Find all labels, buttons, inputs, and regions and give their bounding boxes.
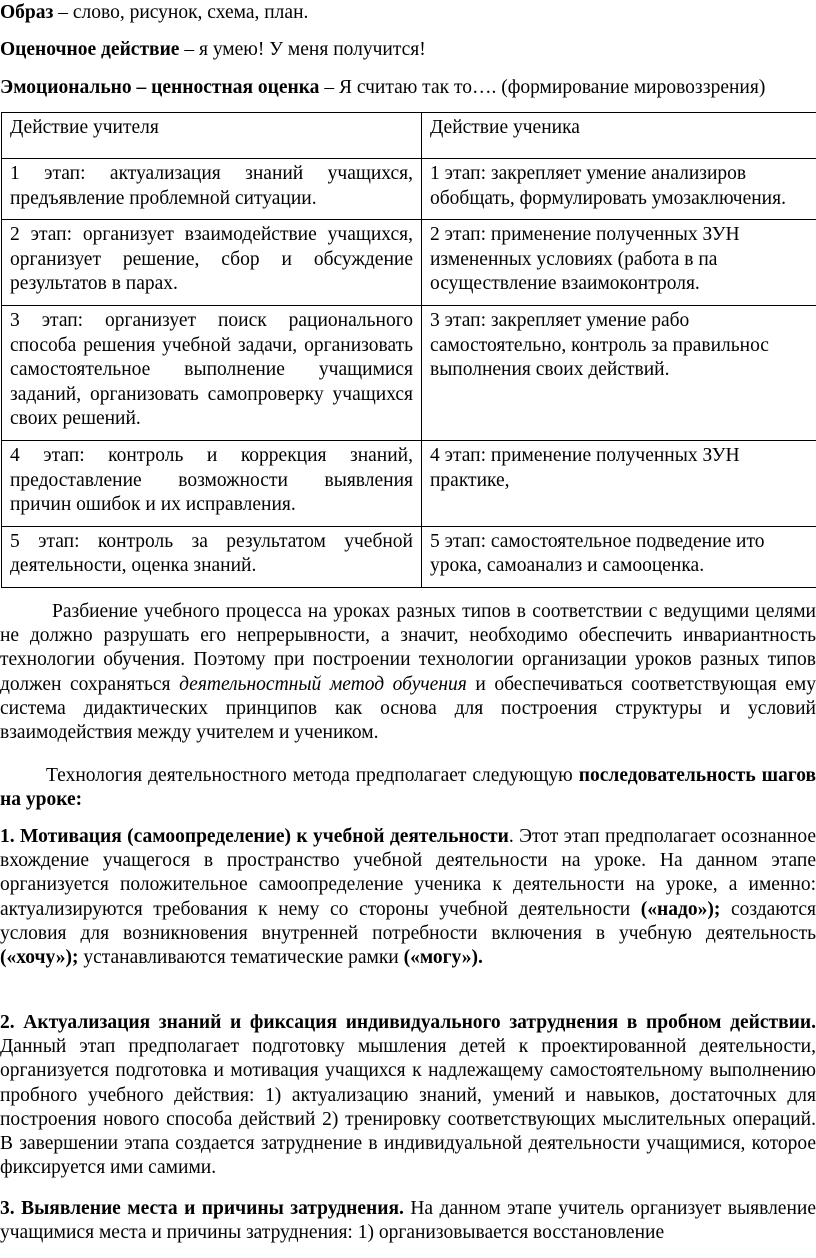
teacher-cell (2, 440, 422, 526)
cell-line: 5 этап: контроль за результатом учебной (10, 530, 413, 552)
definition-text: – Я считаю так то…. (формирование мировоззрения) (319, 77, 766, 98)
bold-quote: («надо»); (640, 898, 721, 920)
cell-line: самостоятельно, контроль за правильнос (430, 334, 769, 356)
cell-line: выполнения своих действий. (430, 359, 670, 381)
cell-line: измененных условиях (работа в па (430, 248, 718, 270)
cell-line: способа решения учебной задачи, (10, 334, 298, 356)
cell-line: предоставление возможности выявления (10, 469, 413, 491)
bold-quote: («хочу»); (0, 947, 79, 969)
paragraph-text: Технология деятельностного метода предполагает следующую (46, 765, 579, 786)
teacher-cell (2, 305, 422, 440)
paragraph-technology (0, 764, 816, 812)
cell-line: 3 этап: организует поиск рационального (10, 309, 413, 331)
header-student-action: Действие ученика (422, 113, 816, 159)
cell-line: деятельности, оценка знаний. (10, 555, 257, 577)
student-cell (422, 305, 816, 440)
table-row (2, 305, 816, 440)
table-row (2, 440, 816, 526)
cell-line: учащимися заданий, организовать (10, 359, 413, 405)
cell-line: 2 этап: организует взаимодействие учащихся, (10, 224, 413, 246)
paragraph-step-difficulty (0, 1197, 816, 1245)
step-title: 3. Выявление места и причины затруднения. (0, 1198, 404, 1219)
cell-line: практике, (430, 469, 510, 491)
paragraph-text: и обеспечиваться соответствующая ему система дидактических принципов как основа для построения структуры и условий взаимодействия между учителем и учеником. (0, 673, 816, 744)
table-header-row (2, 113, 816, 159)
paragraph-step-actualization (0, 1011, 816, 1180)
teacher-cell (2, 159, 422, 220)
definition-term: Оценочное действие (0, 39, 180, 60)
definition-emotional-assessment (0, 76, 765, 100)
step-title: 2. Актуализация знаний и фиксация индивидуального затруднения в пробном действии. (0, 1012, 816, 1033)
paragraph-invariance (0, 600, 816, 745)
cell-line: результатов в парах. (10, 273, 178, 295)
student-cell (422, 220, 816, 306)
teacher-cell (2, 526, 422, 587)
teacher-cell (2, 220, 422, 306)
paragraph-text: . Этот этап предполагает осознанное вхождение учащегося в пространство учебной деятельности на уроке. На данном этапе организуется положительное самоопределение ученика к деятельности на уроке, а именно: актуализируются требования к нему со стороны учебной деятельности (0, 826, 816, 920)
cell-line: организовать самостоятельное выполнение (10, 334, 414, 381)
paragraph-text: Данный этап предполагает подготовку мышления детей к проектированной деятельности, организуется подготовка и мотивация учащихся к надлежащему самостоятельному выполнению пробного учебного действия: 1) актуализацию знаний, умений и навыков, достаточных для построения нового способа действий 2) тренировку соответствующих мыслительных операций. В завершении этапа создается затруднение в индивидуальной деятельности учащимися, которое фиксируется ими самими. (0, 1036, 816, 1179)
table-row (2, 159, 816, 220)
definition-text: – я умею! У меня получится! (179, 39, 426, 60)
paragraph-text: Разбиение учебного процесса на уроках разных типов в соответствии с ведущими целями не должно разрушать его непрерывности, а значит, необходимо обеспечить инвариантность технологии обучения. Поэтому при построении технологии организации уроков разных типов должен сохраняться (0, 601, 816, 695)
header-teacher-action: Действие учителя (2, 113, 422, 159)
paragraph-italic: деятельностный метод обучения (179, 673, 467, 695)
student-cell (422, 159, 816, 220)
cell-line: обобщать, формулировать умозаключения. (430, 187, 786, 209)
cell-line: 5 этап: самостоятельное подведение ито (430, 530, 765, 552)
paragraph-step-motivation (0, 825, 816, 970)
cell-line: причин ошибок и их исправления. (10, 494, 296, 516)
student-cell (422, 440, 816, 526)
bold-quote: («могу»). (403, 947, 483, 969)
cell-line: 1 этап: актуализация знаний учащихся, (10, 163, 413, 184)
step-title: 1. Мотивация (самоопределение) к учебной деятельности (0, 826, 509, 847)
cell-line: осуществление взаимоконтроля. (430, 273, 700, 295)
paragraph-text: устанавливаются тематические рамки (78, 947, 404, 969)
student-cell (422, 526, 816, 587)
cell-line: 4 этап: контроль и коррекция знаний, (10, 444, 413, 466)
cell-line: 1 этап: закрепляет умение анализиров (430, 163, 747, 184)
definition-text: – слово, рисунок, схема, план. (53, 2, 309, 23)
table-row (2, 220, 816, 306)
paragraph-text: создаются условия для возникновения внутренней потребности включения в учебную деятельность (0, 898, 816, 944)
cell-line: 3 этап: закрепляет умение рабо (430, 309, 690, 331)
definition-term: Образ (0, 2, 54, 23)
cell-line: самопроверку учащихся своих решений. (10, 383, 414, 430)
table-row (2, 526, 816, 587)
cell-line: 4 этап: применение полученных ЗУН (430, 444, 740, 466)
teacher-student-actions-table (1, 112, 816, 588)
cell-line: организует решение, сбор и обсуждение (10, 248, 413, 270)
definition-image (0, 1, 308, 25)
definition-evaluative-action (0, 38, 426, 62)
definition-term: Эмоционально – ценностная оценка (0, 77, 320, 98)
cell-line: 2 этап: применение полученных ЗУН (430, 224, 740, 246)
paragraph-text: На данном этапе учитель организует выявление учащимися места и причины затруднения: 1) организовывается восстановление (0, 1198, 816, 1244)
paragraph-bold: последовательность шагов на уроке: (0, 765, 816, 811)
cell-line: урока, самоанализ и самооценка. (430, 555, 705, 577)
cell-line: предъявление проблемной ситуации. (10, 187, 317, 209)
